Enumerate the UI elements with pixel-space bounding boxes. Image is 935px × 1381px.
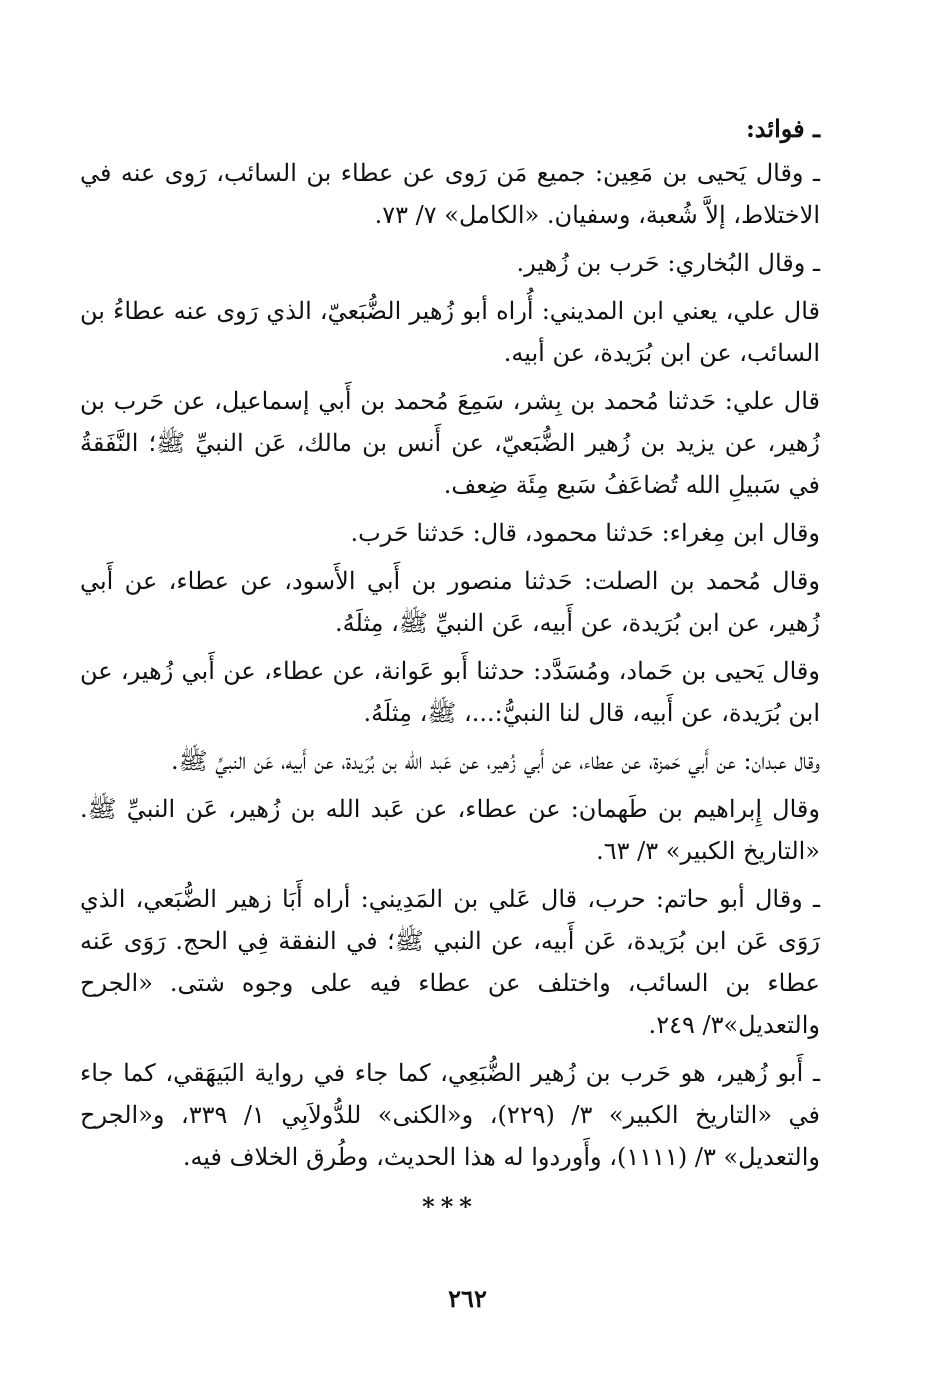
- paragraph: وقال عبدان: عن أَبي حَمزة، عن عطاء، عن أَبي زُهير، عن عَبد الله بن بُرَيدة، عن أَبيه، عَن النبيِّ ﷺ.: [171, 747, 820, 775]
- paragraph: وقال يَحيى بن حَماد، ومُسَدَّد: حدثنا أَبو عَوانة، عن عطاء، عن أَبي زُهير، عن ابن بُرَيدة، عن أَبيه، قال لنا النبيُّ:...، ﷺ، مِثلَهُ.: [80, 657, 820, 727]
- page-number: ٢٦٢: [448, 1284, 487, 1313]
- paragraph: قال علي، يعني ابن المديني: أُراه أبو زُهير الضُّبَعيّ، الذي رَوى عنه عطاءُ بن السائب، عن ابن بُرَيدة، عن أبيه.: [80, 297, 820, 367]
- paragraph: ـ وقال البُخاري: حَرب بن زُهير.: [516, 249, 820, 277]
- paragraph: ـ وقال أبو حاتم: حرب، قال عَلي بن المَدِيني: أراه أَبَا زهير الضُّبَعي، الذي رَوَى عَن ابن بُرَيدة، عَن أَبيه، عن النبي ﷺ؛ في النفقة فِي الحج. رَوَى عَنه عطاء بن السائب، واختلف عن عطاء فيه على وجوه شتى. «الجرح والتعديل»٣/ ٢٤٩.: [80, 885, 820, 1039]
- paragraph: ـ أَبو زُهير، هو حَرب بن زُهير الضُّبَعِي، كما جاء في رواية البَيهَقي، كما جاء في «التاريخ الكبير» ٣/ (٢٢٩)، و«الكنى» للدُّولاَبِي ١/ ٣٣٩، و«الجرح والتعديل» ٣/ (١١١١)، وأَوردوا له هذا الحديث، وطُرق الخلاف فيه.: [80, 1059, 821, 1171]
- page-body: [80, 108, 820, 1178]
- paragraph: وقال مُحمد بن الصلت: حَدثنا منصور بن أَبي الأَسود، عن عطاء، عن أَبي زُهير، عن ابن بُرَيدة، عن أَبيه، عَن النبيِّ ﷺ، مِثلَهُ.: [80, 567, 820, 637]
- paragraph: وقال ابن مِغراء: حَدثنا محمود، قال: حَدثنا حَرب.: [350, 519, 820, 547]
- paragraph: وقال إِبراهيم بن طَهمان: عن عطاء، عن عَبد الله بن زُهير، عَن النبيِّ ﷺ. «التاريخ الكبير» ٣/ ٦٣.: [80, 795, 820, 865]
- section-heading: ـ فوائد:: [745, 114, 820, 143]
- section-separator: ***: [422, 1192, 478, 1221]
- paragraph: ـ وقال يَحيى بن مَعِين: جميع مَن رَوى عن عطاء بن السائب، رَوى عنه في الاختلاط، إلاَّ شُعبة، وسفيان. «الكامل» ٧/ ٧٣.: [80, 159, 820, 229]
- paragraph: قال علي: حَدثنا مُحمد بن بِشر، سَمِعَ مُحمد بن أَبي إسماعيل، عن حَرب بن زُهير، عن يزيد بن زُهير الضُّبَعيّ، عن أَنس بن مالك، عَن النبيِّ ﷺ؛ النَّفَقةُ في سَبيلِ الله تُضاعَفُ سَبع مِئَة ضِعف.: [80, 387, 820, 499]
